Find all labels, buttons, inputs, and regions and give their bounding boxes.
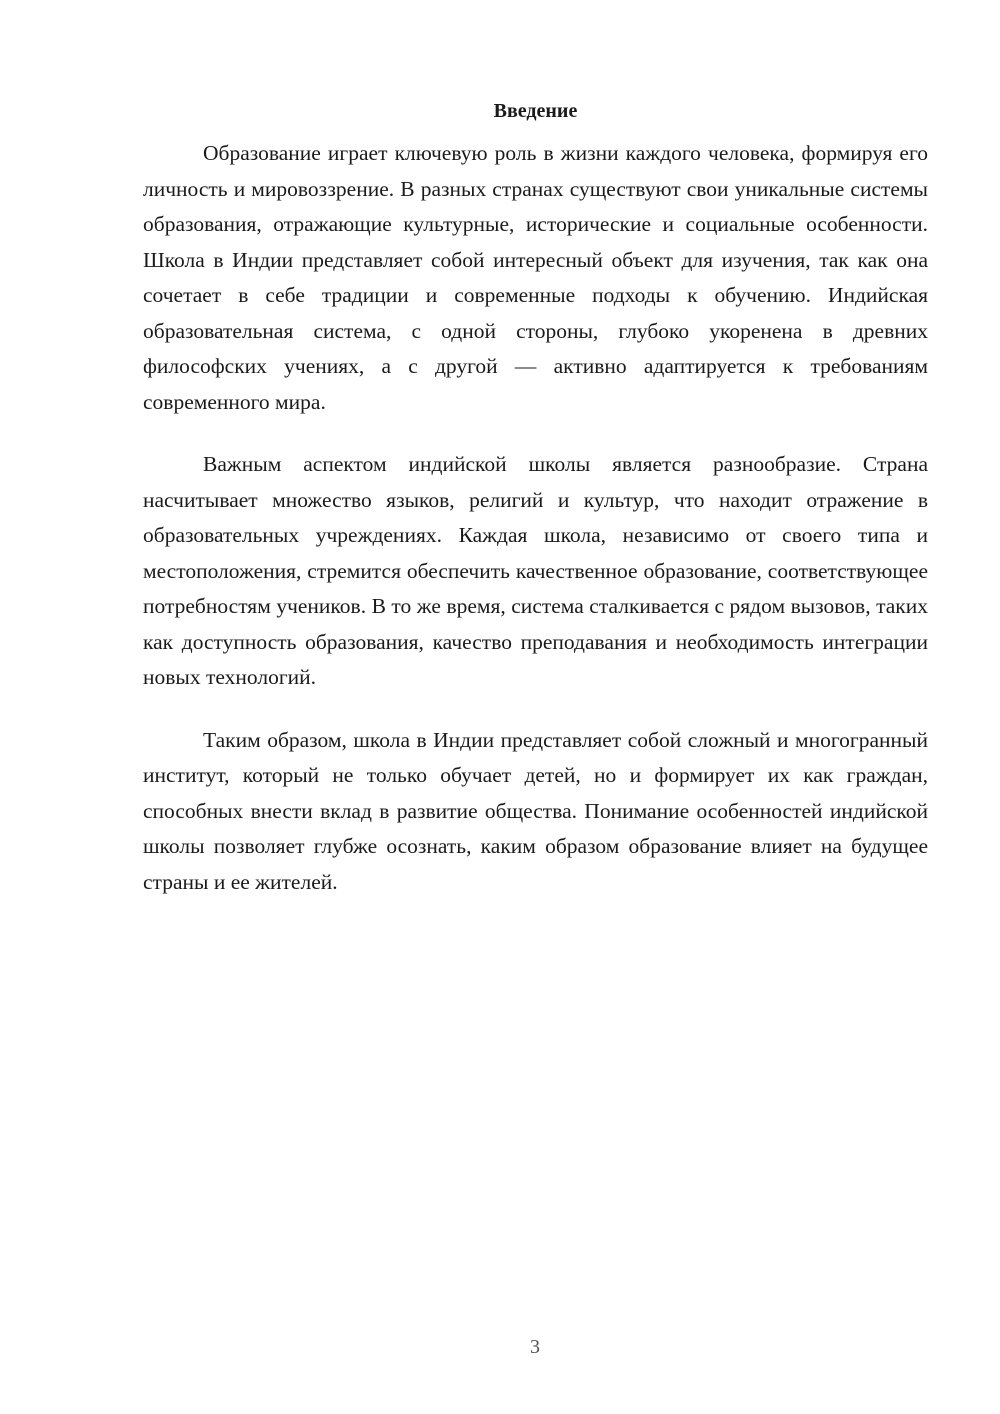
paragraph-2: Важным аспектом индийской школы является разнообразие. Страна насчитывает множество языков, религий и культур, что находит отражение в образовательных учреждениях. Каждая школа, независимо от своего типа и местоположения, стремится обеспечить качественное образование, соответствующее потребностям учеников. В то же время, система сталкивается с рядом вызовов, таких как доступность образования, качество преподавания и необходимость интеграции новых технологий. (143, 452, 928, 689)
page-number: 3 (530, 1336, 540, 1358)
page-content (143, 96, 928, 927)
section-heading: Введение (493, 100, 578, 122)
paragraph-3: Таким образом, школа в Индии представляет собой сложный и многогранный институт, который не только обучает детей, но и формирует их как граждан, способных внести вклад в развитие общества. Понимание особенностей индийской школы позволяет глубже осознать, каким образом образование влияет на будущее страны и ее жителей. (143, 727, 928, 894)
paragraph-1: Образование играет ключевую роль в жизни каждого человека, формируя его личность и мировоззрение. В разных странах существуют свои уникальные системы образования, отражающие культурные, исторические и социальные особенности. Школа в Индии представляет собой интересный объект для изучения, так как она сочетает в себе традиции и современные подходы к обучению. Индийская образовательная система, с одной стороны, глубоко укоренена в древних философских учениях, а с другой — активно адаптируется к требованиям современного мира. (143, 141, 928, 414)
